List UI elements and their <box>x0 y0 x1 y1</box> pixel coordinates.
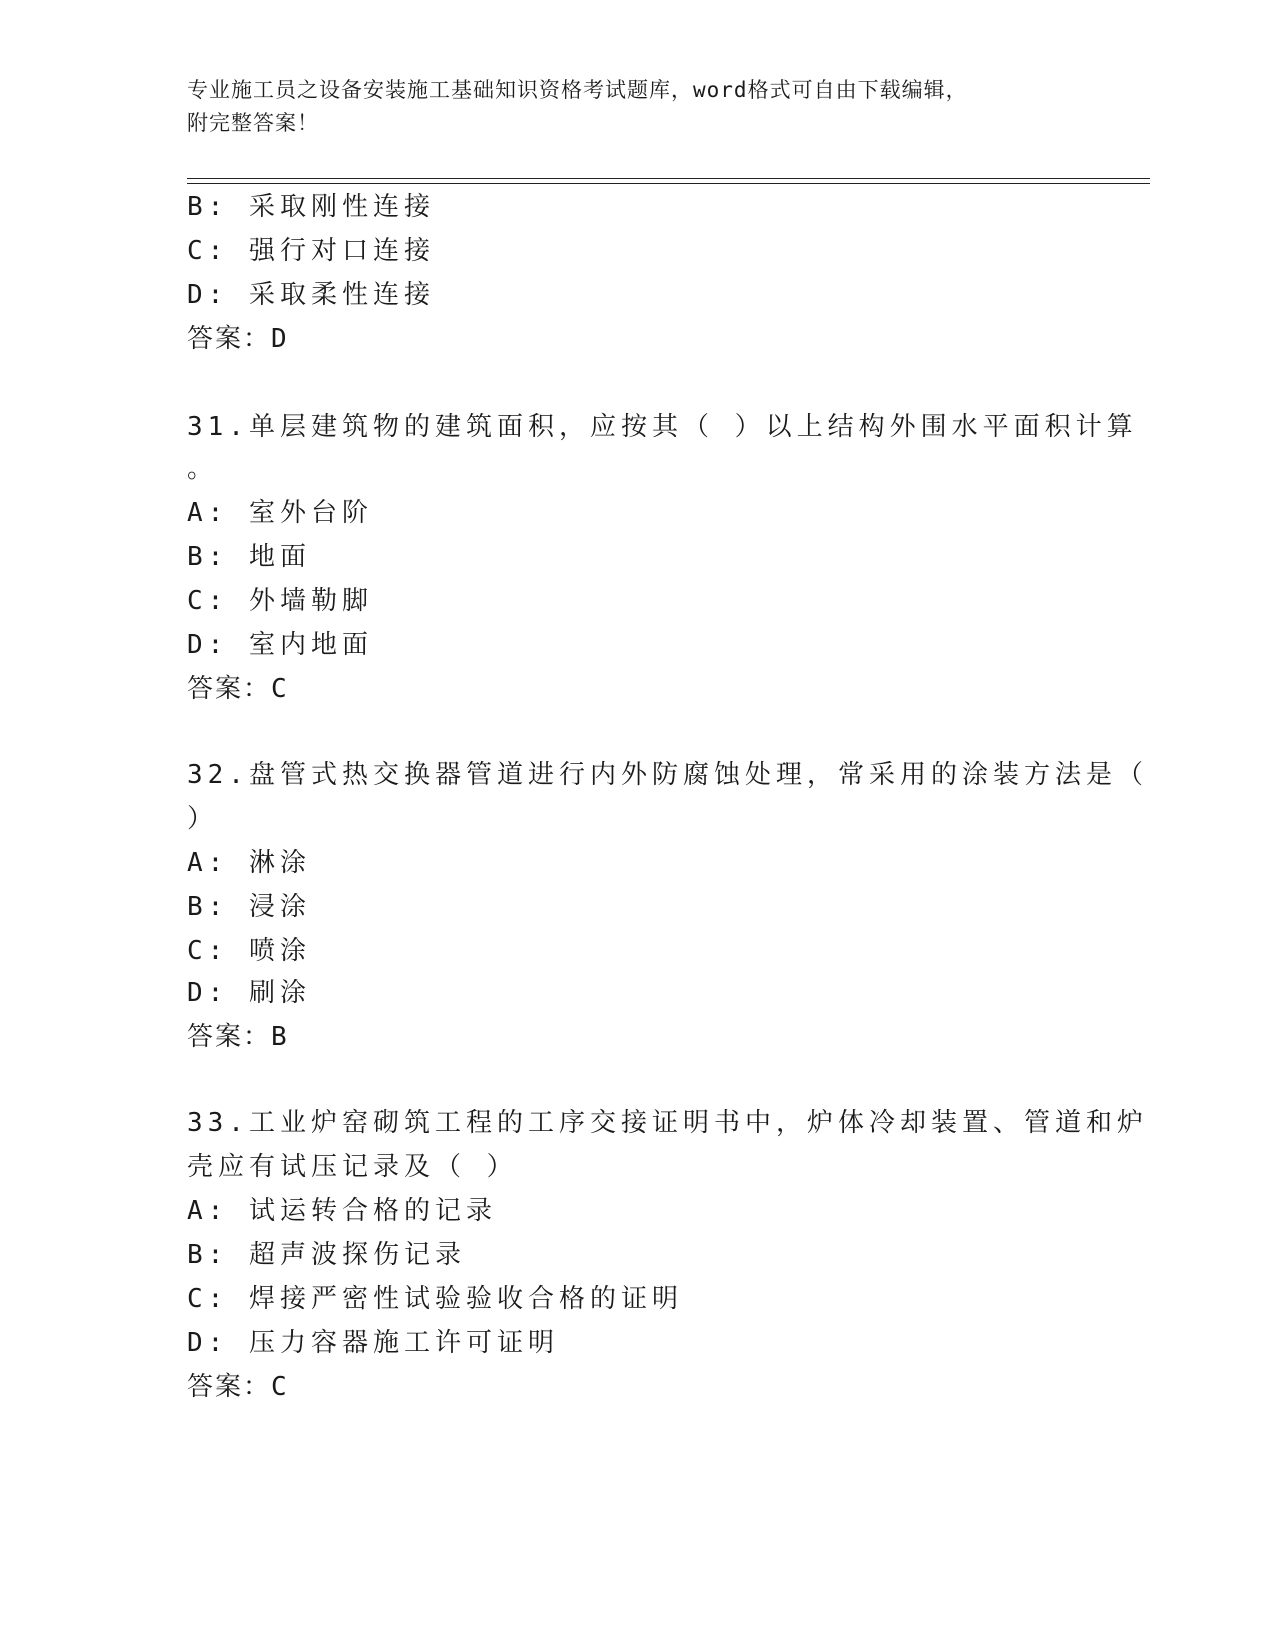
header-line-1: 专业施工员之设备安装施工基础知识资格考试题库，word格式可自由下载编辑， <box>187 78 968 102</box>
q31-option-d: D: 室内地面 <box>187 630 373 660</box>
q31-stem-line-1: 31.单层建筑物的建筑面积，应按其（ ）以上结构外围水平面积计算 <box>187 412 1138 442</box>
q30-answer: 答案：D <box>187 324 289 354</box>
document-header <box>187 74 1067 140</box>
q33-stem-line-2: 壳应有试压记录及（ ） <box>187 1152 518 1182</box>
q33-stem-line-1: 33.工业炉窑砌筑工程的工序交接证明书中，炉体冷却装置、管道和炉 <box>187 1108 1148 1138</box>
q31-stem-line-2: 。 <box>187 454 219 484</box>
q30-option-d: D: 采取柔性连接 <box>187 280 435 310</box>
q31-option-b: B: 地面 <box>187 542 311 572</box>
q32-option-a: A: 淋涂 <box>187 848 311 878</box>
q31-answer: 答案：C <box>187 674 289 704</box>
q32-stem-line-2: ） <box>187 804 219 834</box>
header-line-2: 附完整答案！ <box>187 111 319 135</box>
q30-option-c: C: 强行对口连接 <box>187 236 435 266</box>
header-divider-bottom <box>187 183 1150 184</box>
q32-option-b: B: 浸涂 <box>187 892 311 922</box>
q33-option-a: A: 试运转合格的记录 <box>187 1196 497 1226</box>
q32-stem-line-1: 32.盘管式热交换器管道进行内外防腐蚀处理，常采用的涂装方法是（ <box>187 760 1148 790</box>
q33-option-b: B: 超声波探伤记录 <box>187 1240 466 1270</box>
q31-option-a: A: 室外台阶 <box>187 498 373 528</box>
q32-answer: 答案：B <box>187 1022 289 1052</box>
q33-answer: 答案：C <box>187 1372 289 1402</box>
q32-option-c: C: 喷涂 <box>187 936 311 966</box>
header-divider-top <box>187 178 1150 179</box>
q31-option-c: C: 外墙勒脚 <box>187 586 373 616</box>
q33-option-d: D: 压力容器施工许可证明 <box>187 1328 559 1358</box>
q32-option-d: D: 刷涂 <box>187 978 311 1008</box>
q30-option-b: B: 采取刚性连接 <box>187 192 435 222</box>
q33-option-c: C: 焊接严密性试验验收合格的证明 <box>187 1284 683 1314</box>
